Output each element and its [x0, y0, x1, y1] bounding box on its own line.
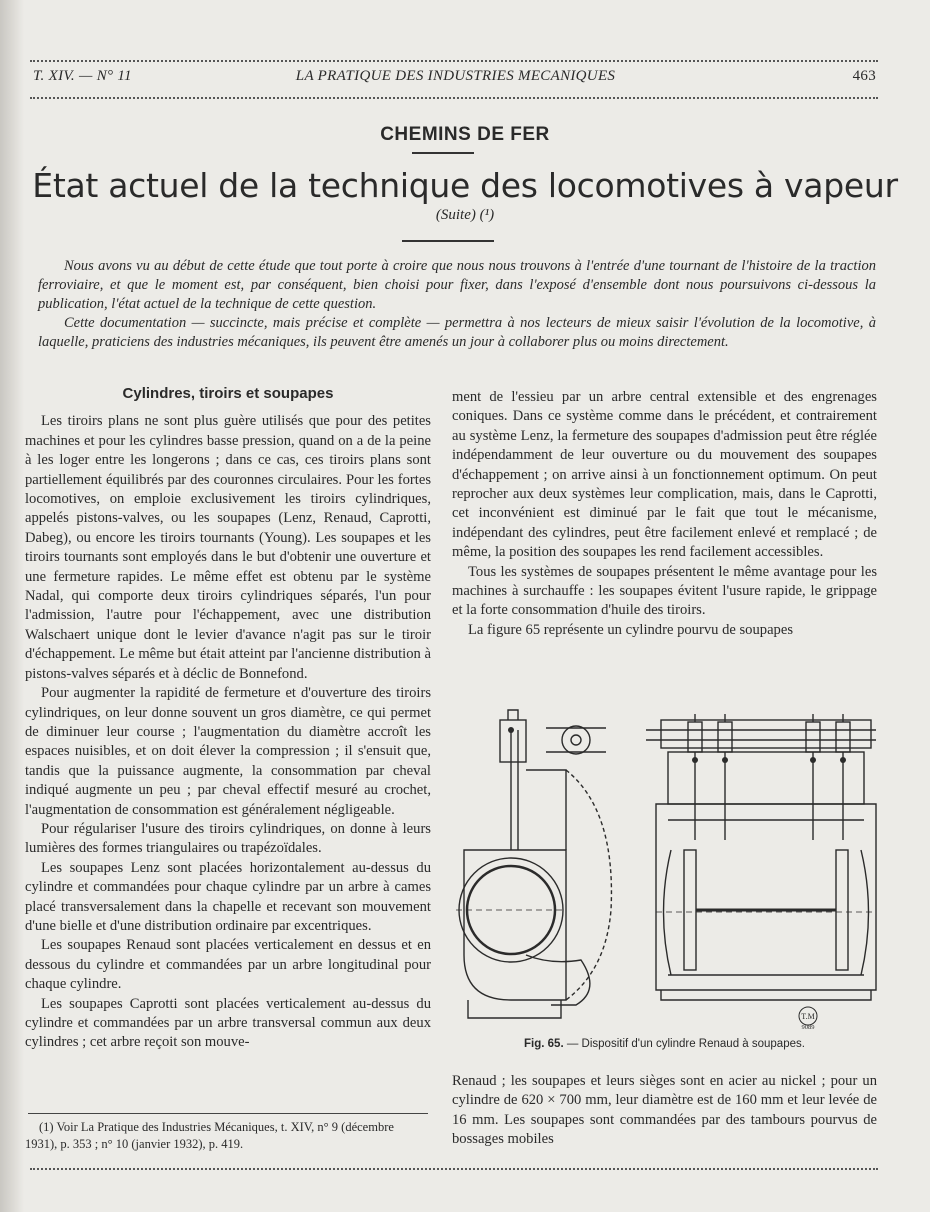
figure-number: 9089	[801, 1024, 815, 1030]
article-title: État actuel de la technique des locomotives à vapeur	[32, 166, 898, 205]
body-paragraph: Les tiroirs plans ne sont plus guère utilisés que pour des petites machines et pour les cylindres basse pression, quand on a de la peine à les loger entre les longerons ; dans ce cas, ces tiroirs plans sont partiellement équilibrés par des couronnes circulaires. Pour les fortes locomotives, on emploie exclusivement les tiroirs cylindriques, appelés pistons-valves, ou les soupapes (Lenz, Renaud, Caprotti, Dabeg), ou encore les tiroirs tournants (Young). Les soupapes et les tiroirs tournants sont employés dans le but d'obtenir une ouverture et une fermeture rapides. Le même effet est obtenu par le système Nadal, qui comporte deux tiroirs cylindriques séparés, l'un pour l'admission, l'autre pour l'échappement, avec une distribution Walschaert unique dont le levier d'avance n'agit pas sur le tiroir d'échappement. Le même but était atteint par l'ancienne distribution à pistons-valves séparés et à déclic de Bonnefond.	[25, 413, 431, 682]
body-paragraph: La figure 65 représente un cylindre pourvu de soupapes	[468, 621, 794, 638]
figure-65-drawing	[456, 700, 880, 1030]
left-column	[25, 384, 431, 1053]
body-paragraph: Renaud ; les soupapes et leurs sièges sont en acier au nickel ; pour un cylindre de 620 × 700 mm, leur diamètre est de 160 mm et leur levée de 16 mm. Les soupapes sont commandées par des tambours pourvus de bossages mobiles	[452, 1073, 877, 1148]
cylinder-technical-drawing	[456, 700, 880, 1030]
header-bottom-dotted-rule	[30, 97, 878, 99]
valve-gear-casing	[661, 720, 871, 748]
article-suite-note: (Suite) (¹)	[435, 207, 495, 223]
title-rule	[402, 240, 494, 242]
intro-abstract	[38, 257, 876, 352]
figure-label: Fig. 65.	[524, 1038, 564, 1050]
footer-dotted-rule	[30, 1168, 878, 1170]
volume-number: T. XIV. — N° 11	[33, 68, 132, 84]
body-paragraph: Tous les systèmes de soupapes présentent le même avantage pour les machines à surchauffe : les soupapes évitent l'usure rapide, le grippage et la forte consommation d'huile des tiroirs.	[452, 563, 877, 619]
right-column	[452, 388, 877, 640]
section-title: CHEMINS DE FER	[380, 124, 550, 145]
body-paragraph: Les soupapes Renaud sont placées verticalement en dessus et en dessous du cylindre et commandées par un arbre longitudinal pour chaque cylindre.	[25, 937, 431, 993]
page-number: 463	[852, 68, 876, 84]
body-paragraph: Les soupapes Caprotti sont placées verticalement au-dessus du cylindre et commandées par un arbre transversal commun aux deux cylindres ; cet arbre reçoit son mouve-	[25, 995, 431, 1051]
figure-caption	[452, 1038, 877, 1050]
intro-paragraph: Nous avons vu au début de cette étude que tout porte à croire que nous nous trouvons à l'entrée d'une tournant de l'histoire de la traction ferroviaire, et que le moment est, par conséquent, bien choisi pour fixer, dans l'exposé d'ensemble dont nous poursuivons ci-dessous la publication, l'état actuel de la technique de cette question.	[38, 258, 876, 312]
body-paragraph: Pour régulariser l'usure des tiroirs cylindriques, on donne à leurs lumières des formes triangulaires ou trapézoïdales.	[25, 820, 431, 857]
subheading: Cylindres, tiroirs et soupapes	[122, 385, 334, 402]
header-top-dotted-rule	[30, 60, 878, 62]
figure-monogram: T.M	[801, 1012, 815, 1021]
figure-caption-text: — Dispositif d'un cylindre Renaud à soupapes.	[566, 1038, 805, 1050]
footnote: (1) Voir La Pratique des Industries Mécaniques, t. XIV, n° 9 (décembre 1931), p. 353 ; n° 10 (janvier 1932), p. 419.	[25, 1120, 394, 1151]
journal-title: LA PRATIQUE DES INDUSTRIES MECANIQUES	[295, 68, 616, 84]
body-paragraph: ment de l'essieu par un arbre central extensible et des engrenages coniques. Dans ce système comme dans le précédent, et contrairement au système Lenz, la fermeture des soupapes d'admission peut être réglée indépendamment de leur ouverture ou du mouvement des soupapes d'échappement ; on arrive ainsi à un fonctionnement optimum. On peut reprocher aux deux systèmes leur complication, mais, dans le Caprotti, cet inconvénient est diminué par le fait que tout le mécanisme, indépendant des cylindres, peut être facilement enlevé et remplacé ; de même, la position des soupapes les rend facilement accessibles.	[452, 389, 877, 561]
body-paragraph: Pour augmenter la rapidité de fermeture et d'ouverture des tiroirs cylindriques, on leur donne souvent un gros diamètre, ce qui permet de diminuer leur course ; l'augmentation du diamètre accroît les espaces nuisibles, et on doit élever la compression ; il s'ensuit que, tandis que la puissance augmente, la consommation par cheval indiqué augmente un peu ; par cheval effectif mesuré au crochet, l'augmentation de consommation est généralement négligeable.	[25, 685, 431, 818]
valve-chest	[500, 720, 526, 762]
footnote-rule	[28, 1113, 428, 1114]
running-head	[33, 68, 878, 88]
body-paragraph: Les soupapes Lenz sont placées horizontalement au-dessus du cylindre et commandées pour chaque cylindre par un arbre à cames placé transversalement dans la chapelle et recevant son mouvement d'une bielle et d'une distribution ordinaire par excentriques.	[25, 859, 431, 934]
right-column-continued	[452, 1072, 877, 1150]
section-title-rule	[412, 152, 474, 154]
intro-paragraph: Cette documentation — succincte, mais précise et complète — permettra à nos lecteurs de mieux saisir l'évolution de la locomotive, à laquelle, praticiens des industries mécaniques, ils peuvent être amenés un jour à collaborer plus ou moins directement.	[38, 315, 876, 350]
